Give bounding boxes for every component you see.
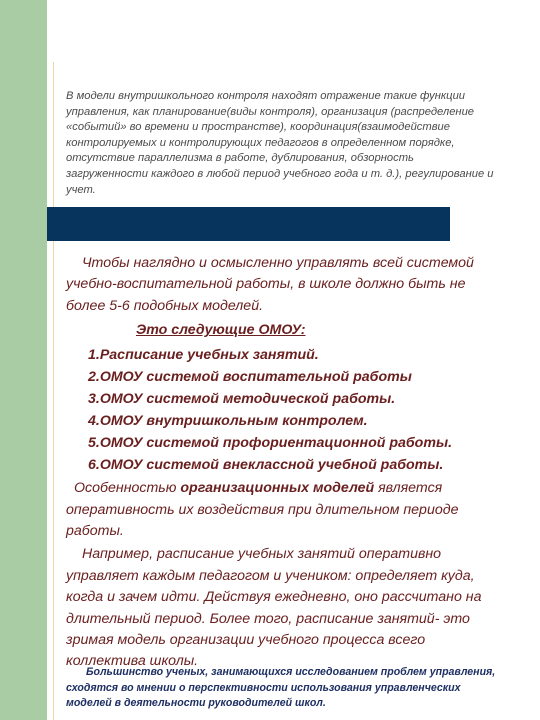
- feature-emphasis: организационных моделей: [180, 480, 375, 497]
- feature-after: является оперативность их воздействия при длительном периоде работы.: [66, 480, 459, 540]
- paragraph-models-text: Чтобы наглядно и осмысленно управлять всей системой учебно-воспитательной работы, в школе должно быть не более 5-6 подобных моделей.: [66, 255, 474, 314]
- list-item: 2.ОМОУ системой воспитательной работы: [88, 369, 412, 386]
- paragraph-feature: [66, 478, 506, 542]
- paragraph-example: [66, 544, 506, 672]
- list-item: 1.Расписание учебных занятий.: [88, 347, 319, 364]
- navy-band: [47, 207, 450, 241]
- feature-before: Особенностью: [74, 480, 181, 497]
- footer-note: [66, 665, 506, 712]
- paragraph-models: [66, 253, 506, 317]
- intro-text: В модели внутришкольного контроля находят отражение такие функции управления, как планирование(виды контроля), организация (распределение «событий» во времени и пространстве), координация(взаимодействие контролируемых и контролирующих педагогов в определенном порядке, отсутствие параллелизма в работе, дублирования, обзорность загруженности каждого в любой период учебного года и т. д.), регулирование и учет.: [66, 90, 494, 196]
- list-item: 4.ОМОУ внутришкольным контролем.: [88, 413, 368, 430]
- body-block: [66, 253, 506, 673]
- list-item: 6.ОМОУ системой внеклассной учебной работы.: [88, 457, 444, 474]
- footer-note-text: Большинство ученых, занимающихся исследованием проблем управления, сходятся во мнении о перспективности использования управленческих моделей в деятельности руководителей школ.: [66, 666, 496, 709]
- models-list: [88, 344, 506, 476]
- list-item: 3.ОМОУ системой методической работы.: [88, 391, 396, 408]
- list-item: 5.ОМОУ системой профориентационной работы.: [88, 435, 453, 452]
- paragraph-example-text: Например, расписание учебных занятий оперативно управляет каждым педагогом и учеником: определяет куда, когда и зачем идти. Действуя ежедневно, оно рассчитано на длительный период. Более того, расписание занятий- это зримая модель организации учебного процесса всего коллектива школы.: [66, 546, 482, 670]
- models-heading: Это следующие ОМОУ:: [136, 322, 306, 339]
- vertical-rule: [53, 62, 54, 720]
